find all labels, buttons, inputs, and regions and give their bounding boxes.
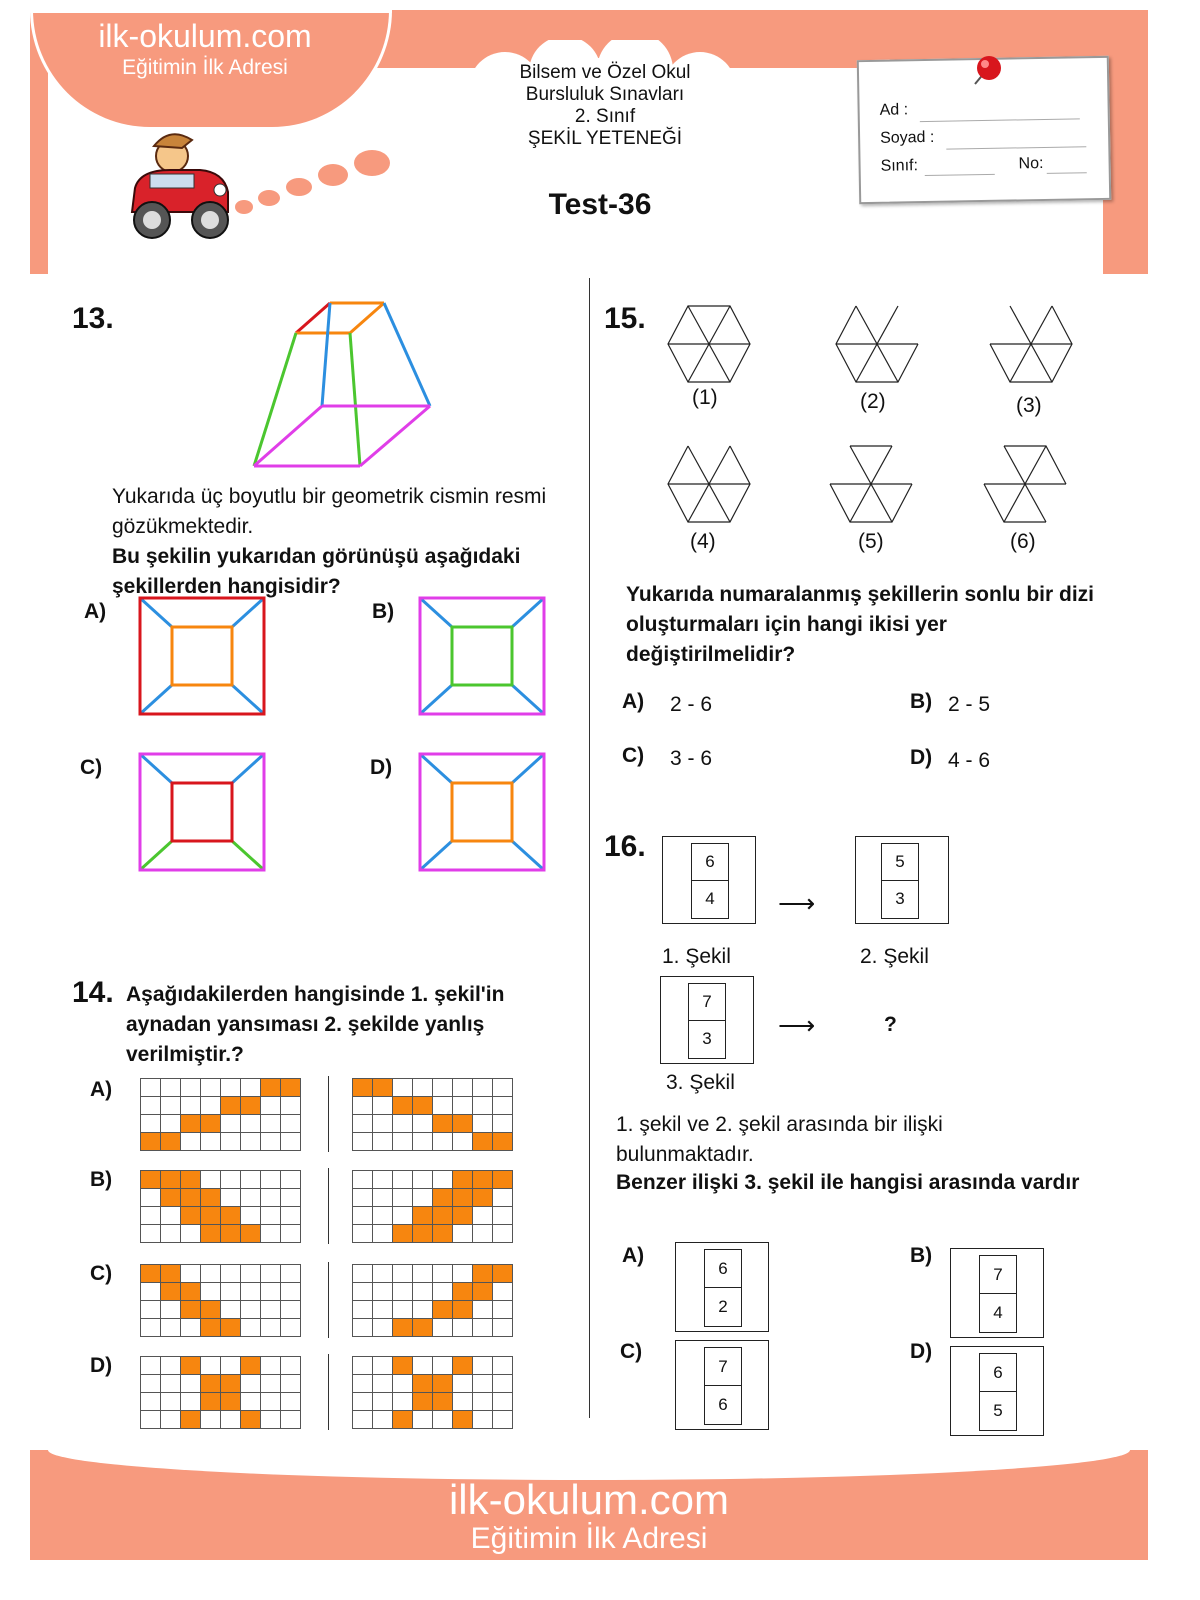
q15-label-4: (4) (690, 530, 716, 553)
q13-option-c-figure[interactable] (136, 750, 268, 874)
form-label-no: No: (1018, 154, 1044, 173)
q15-label-6: (6) (1010, 530, 1036, 553)
logo-site[interactable]: ilk-okulum.com (98, 18, 312, 54)
q16-number: 16. (604, 830, 646, 863)
form-label-sinif: Sınıf: (880, 157, 919, 175)
q16-figure-3-bottom: 3 (702, 1029, 712, 1048)
q16-figure-3 (660, 976, 754, 1064)
footer-site[interactable]: ilk-okulum.com (448, 1476, 730, 1523)
q15-hexagon-3[interactable] (986, 304, 1076, 384)
arrow-icon: ⟶ (778, 888, 816, 918)
thought-bubble (258, 190, 280, 206)
q16-option-d-top: 6 (980, 1354, 1016, 1392)
q13-number: 13. (72, 302, 114, 335)
mirror-line (328, 1262, 329, 1338)
q15-hexagon-5[interactable] (826, 444, 916, 524)
q15-label-2: (2) (860, 390, 886, 413)
form-line-no[interactable] (1047, 172, 1087, 174)
q15-option-b-value[interactable]: 2 - 5 (948, 693, 991, 716)
mirror-line (328, 1354, 329, 1430)
cloud-line-4: ŞEKİL YETENEĞİ (527, 128, 683, 149)
q15-number: 15. (604, 302, 646, 335)
footer-slogan: Eğitimin İlk Adresi (470, 1522, 708, 1555)
logo-slogan: Eğitimin İlk Adresi (122, 56, 288, 79)
cloud-text (490, 62, 720, 150)
thought-bubble (354, 150, 390, 176)
form-label-ad: Ad : (879, 101, 909, 119)
q16-figure-3-top: 7 (689, 984, 725, 1021)
q14-option-b-grid-left[interactable] (140, 1170, 301, 1243)
form-line-soyad[interactable] (946, 146, 1086, 149)
q13-option-b-label[interactable]: B) (372, 600, 395, 623)
q14-option-d-label[interactable]: D) (90, 1354, 113, 1377)
form-label-soyad: Soyad : (879, 128, 935, 147)
thought-bubble (318, 164, 348, 186)
q15-option-a-label[interactable]: A) (622, 690, 645, 713)
q16-option-c-bottom: 6 (718, 1395, 728, 1414)
q16-figure-1-caption: 1. Şekil (662, 945, 731, 968)
q14-option-b-label[interactable]: B) (90, 1168, 113, 1191)
q14-option-a-label[interactable]: A) (90, 1078, 113, 1101)
q15-option-b-label[interactable]: B) (910, 690, 933, 713)
q16-option-b-top: 7 (980, 1256, 1016, 1294)
pushpin-icon (965, 52, 1005, 92)
mirror-line (328, 1076, 329, 1152)
cloud-line-1: Bilsem ve Özel Okul (519, 62, 691, 83)
form-line-ad[interactable] (920, 118, 1080, 122)
q15-option-c-label[interactable]: C) (622, 744, 645, 767)
q15-hexagon-4[interactable] (664, 444, 754, 524)
q14-option-a-grid-left[interactable] (140, 1078, 301, 1151)
q13-text: Yukarıda üç boyutlu bir geometrik cismin resmi gözükmektedir. (112, 485, 547, 538)
q16-option-b-figure[interactable] (950, 1248, 1044, 1338)
q16-option-c-figure[interactable] (675, 1340, 769, 1430)
q16-option-a-bottom: 2 (718, 1297, 728, 1316)
q16-option-c-label[interactable]: C) (620, 1340, 643, 1363)
q15-hexagon-1[interactable] (664, 304, 754, 384)
q13-option-d-label[interactable]: D) (370, 756, 393, 779)
form-line-sinif[interactable] (925, 174, 995, 176)
thought-bubble (286, 178, 312, 196)
q16-figure-1-bottom: 4 (705, 889, 715, 908)
q15-option-d-label[interactable]: D) (910, 746, 933, 769)
q15-question: Yukarıda numaralanmış şekillerin sonlu bir dizi oluşturmaları için hangi ikisi yer değiştirilmelidir? (626, 583, 1094, 666)
q16-figure-1-top: 6 (692, 844, 728, 881)
q16-option-c-top: 7 (705, 1348, 741, 1386)
q16-option-a-label[interactable]: A) (622, 1244, 645, 1267)
q16-text: 1. şekil ve 2. şekil arasında bir ilişki bulunmaktadır. (616, 1113, 943, 1166)
q13-option-d-figure[interactable] (416, 750, 548, 874)
q16-figure-1 (662, 836, 756, 924)
q15-option-c-value[interactable]: 3 - 6 (670, 747, 713, 770)
mirror-line (328, 1168, 329, 1244)
q15-option-a-value[interactable]: 2 - 6 (670, 693, 713, 716)
q16-figure-2-top: 5 (882, 844, 918, 881)
cloud-line-2: Bursluluk Sınavları (525, 84, 685, 105)
q15-hexagon-2[interactable] (832, 304, 922, 384)
q13-frustum-figure (250, 298, 440, 470)
car-mascot-icon (120, 126, 240, 250)
q16-option-b-label[interactable]: B) (910, 1244, 933, 1267)
q16-option-a-top: 6 (705, 1250, 741, 1288)
q16-figure-3-caption: 3. Şekil (666, 1071, 735, 1094)
q15-label-3: (3) (1016, 394, 1042, 417)
q14-option-b-grid-right[interactable] (352, 1170, 513, 1243)
q16-unknown: ? (884, 1013, 897, 1036)
arrow-icon: ⟶ (778, 1010, 816, 1040)
q16-option-d-bottom: 5 (993, 1401, 1003, 1420)
test-title: Test-36 (548, 188, 652, 221)
q16-option-b-bottom: 4 (993, 1303, 1003, 1322)
q16-figure-2-caption: 2. Şekil (860, 945, 929, 968)
q16-question: Benzer ilişki 3. şekil ile hangisi arasında vardır (616, 1171, 1080, 1194)
q13-question: Bu şekilin yukarıdan görünüşü aşağıdaki şekillerden hangisidir? (112, 545, 521, 598)
column-divider (589, 278, 590, 1418)
q16-option-a-figure[interactable] (675, 1242, 769, 1332)
q15-hexagon-6[interactable] (980, 444, 1070, 524)
q14-question: Aşağıdakilerden hangisinde 1. şekil'in aynadan yansıması 2. şekilde yanlış verilmiştir.? (126, 983, 505, 1066)
q16-figure-2 (855, 836, 949, 924)
q15-option-d-value[interactable]: 4 - 6 (948, 749, 991, 772)
q16-figure-2-bottom: 3 (895, 889, 905, 908)
q16-option-d-label[interactable]: D) (910, 1340, 933, 1363)
q14-option-a-grid-right[interactable] (352, 1078, 513, 1151)
q13-option-a-label[interactable]: A) (84, 600, 107, 623)
q15-label-1: (1) (692, 386, 718, 409)
q14-option-c-label[interactable]: C) (90, 1262, 113, 1285)
q14-option-c-grid-right[interactable] (352, 1264, 513, 1337)
q16-option-d-figure[interactable] (950, 1346, 1044, 1436)
q14-option-c-grid-left[interactable] (140, 1264, 301, 1337)
q13-option-b-figure[interactable] (416, 594, 548, 718)
thought-bubble (235, 200, 253, 214)
q13-option-c-label[interactable]: C) (80, 756, 103, 779)
q15-label-5: (5) (858, 530, 884, 553)
q14-option-d-grid-right[interactable] (352, 1356, 513, 1429)
q14-option-d-grid-left[interactable] (140, 1356, 301, 1429)
q13-option-a-figure[interactable] (136, 594, 268, 718)
q14-number: 14. (72, 976, 114, 1009)
cloud-line-3: 2. Sınıf (574, 106, 636, 127)
